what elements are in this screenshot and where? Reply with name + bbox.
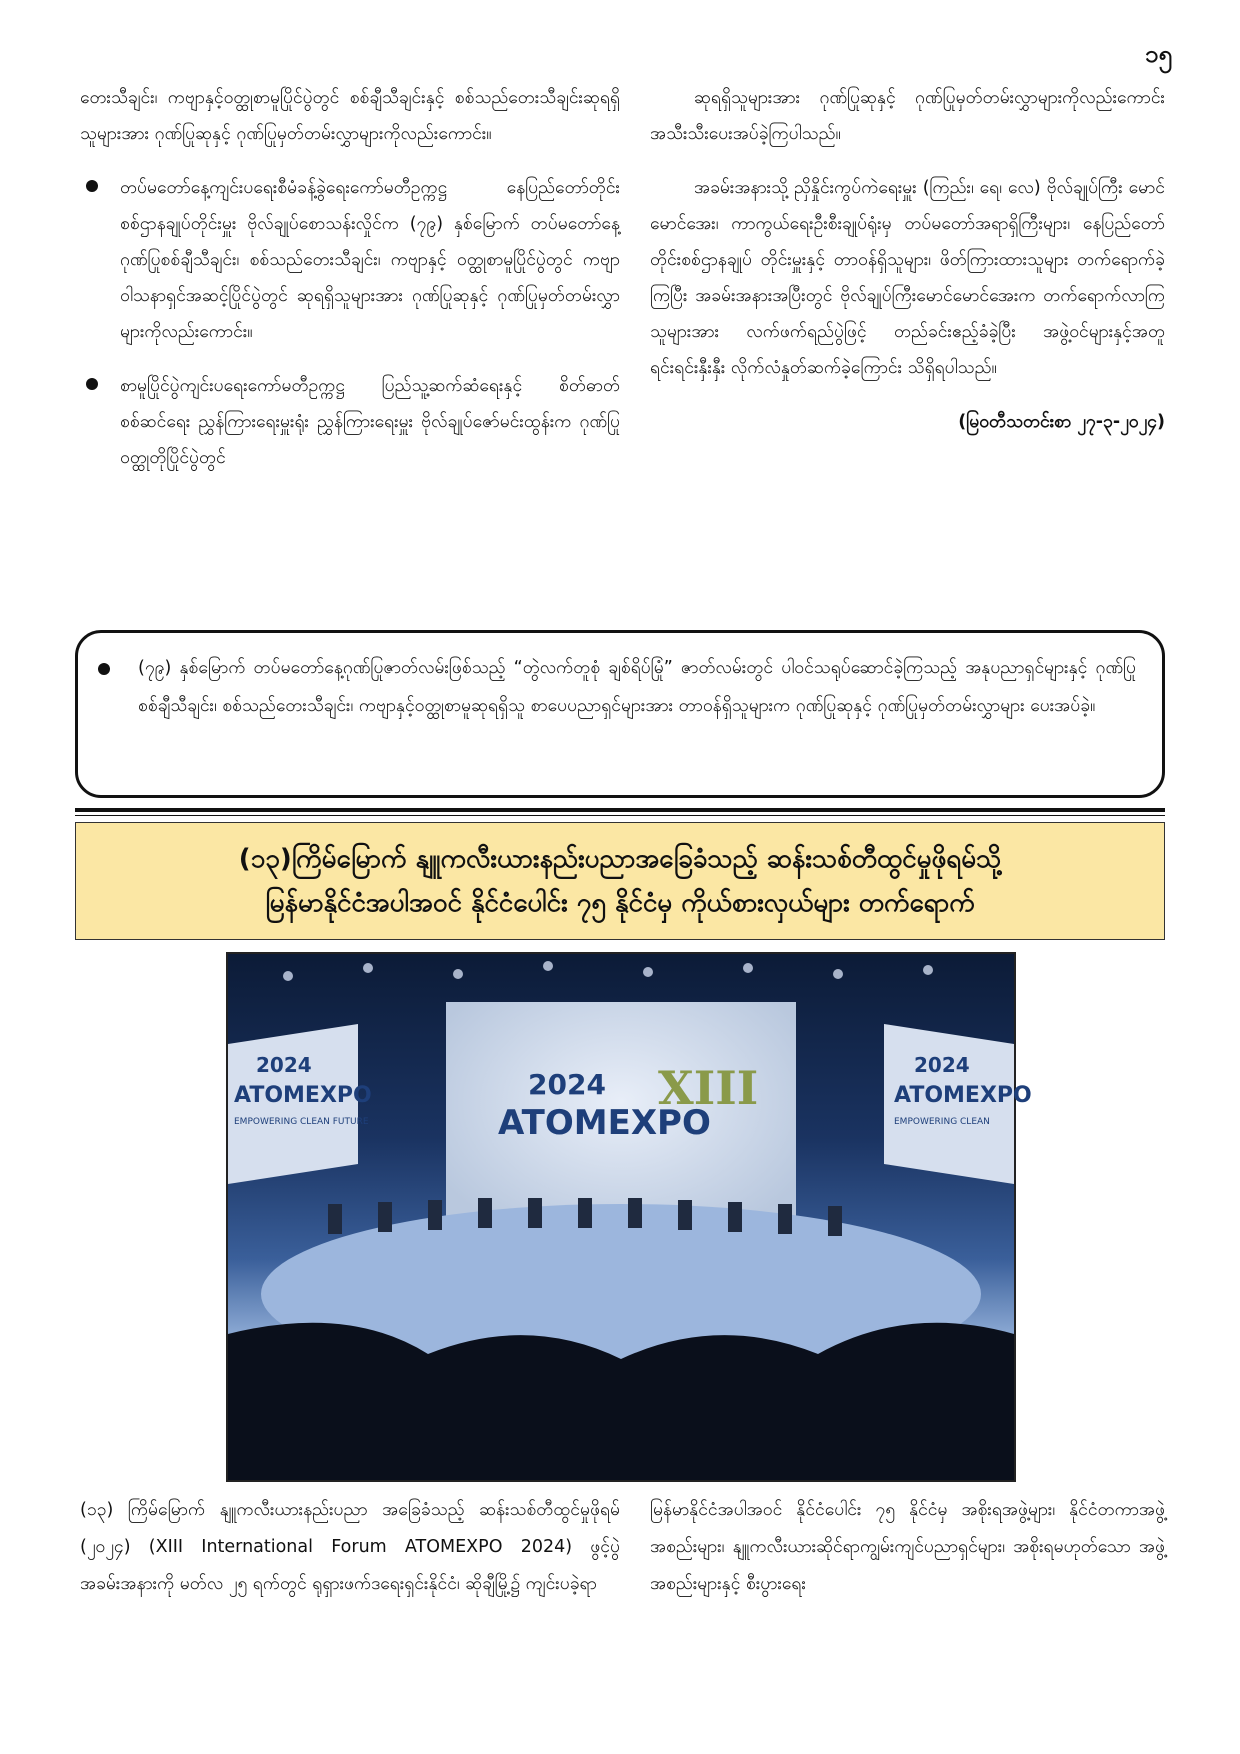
caption-left: (၁၃) ကြိမ်မြောက် နျူကလီးယားနည်းပညာ အခြေခံသည့် ဆန်းသစ်တီထွင်မှုဖိုရမ် (၂၀၂၄) (XIII International Forum ATOMEXPO 2024) ဖွင့်ပွဲအခမ်းအနားကို မတ်လ ၂၅ ရက်တွင် ရုရှားဖက်ဒရေးရှင်းနိုင်ငံ၊ ဆိုချီမြို့၌ ကျင်းပခဲ့ရာ: [80, 1500, 620, 1594]
divider: [75, 808, 1165, 812]
bullet-item: [80, 368, 620, 476]
right-continued-text: ဆုရရှိသူများအား ဂုဏ်ပြုဆုနှင့် ဂုဏ်ပြုမှတ်တမ်းလွှာများကိုလည်းကောင်း အသီးသီးပေးအပ်ခဲ့ကြပါသည်။: [650, 88, 1165, 144]
center-roman-numeral: XIII: [658, 1061, 759, 1115]
bullet-icon: [98, 663, 110, 675]
bullet-text: စာမူပြိုင်ပွဲကျင်းပရေးကော်မတီဥက္ကဋ္ဌ ပြည်သူ့ဆက်ဆံရေးနှင့် စိတ်ဓာတ်စစ်ဆင်ရေး ညွှန်ကြားရေးမှူးရုံး ညွှန်ကြားရေးမှူး ဗိုလ်ချုပ်ဇော်မင်းထွန်းက ဂုဏ်ပြုဝတ္ထုတိုပြိုင်ပွဲတွင်: [120, 376, 620, 468]
headline-line-1: (၁၃)ကြိမ်မြောက် နျူကလီးယားနည်းပညာအခြေခံသည့် ဆန်းသစ်တီထွင်မှုဖိုရမ်သို့: [238, 844, 1002, 874]
right-screen-tagline: EMPOWERING CLEAN: [894, 1117, 990, 1127]
page-number: ၁၅: [1145, 40, 1172, 68]
bullet-icon: [86, 180, 98, 192]
center-screen-brand: ATOMEXPO: [498, 1103, 711, 1143]
divider: [75, 815, 1165, 816]
event-photo-illustration: [228, 954, 1032, 1480]
headline-line-2: မြန်မာနိုင်ငံအပါအဝင် နိုင်ငံပေါင်း ၇၅ နိုင်ငံမှ ကိုယ်စားလှယ်များ တက်ရောက်: [265, 888, 975, 918]
right-screen-brand: ATOMEXPO: [894, 1083, 1032, 1108]
bullet-icon: [86, 378, 98, 390]
event-photo: [226, 952, 1032, 1482]
center-screen-year: 2024: [528, 1068, 606, 1101]
caption-right: မြန်မာနိုင်ငံအပါအဝင် နိုင်ငံပေါင်း ၇၅ နိုင်ငံမှ အစိုးရအဖွဲ့များ၊ နိုင်ငံတကာအဖွဲ့အစည်းများ၊ နျူကလီးယားဆိုင်ရာကျွမ်းကျင်ပညာရှင်များ၊ အစိုးရမဟုတ်သော အဖွဲ့အစည်းများနှင့် စီးပွားရေး: [650, 1500, 1165, 1594]
boxed-note-text: (၇၉) နှစ်မြောက် တပ်မတော်နေ့ဂုဏ်ပြုဇာတ်လမ်းဖြစ်သည့် “တွဲလက်တူစုံ ချစ်ရိပ်မြုံ” ဇာတ်လမ်းတွင် ပါဝင်သရုပ်ဆောင်ခဲ့ကြသည့် အနုပညာရှင်များနှင့် ဂုဏ်ပြုစစ်ချီသီချင်း၊ စစ်သည်တေးသီချင်း၊ ကဗျာနှင့်ဝတ္ထုစာမူဆုရရှိသူ စာပေပညာရှင်များအား တာဝန်ရှိသူများက ဂုဏ်ပြုဆုနှင့် ဂုဏ်ပြုမှတ်တမ်းလွှာများ ပေးအပ်ခဲ့။: [138, 658, 1136, 716]
news-source: (မြဝတီသတင်းစာ ၂၇-၃-၂၀၂၄): [958, 412, 1165, 432]
left-continued-text: တေးသီချင်း၊ ကဗျာနှင့်ဝတ္ထုစာမူပြိုင်ပွဲတွင် စစ်ချီသီချင်းနှင့် စစ်သည်တေးသီချင်းဆုရရှိသူများအား ဂုဏ်ပြုဆုနှင့် ဂုဏ်ပြုမှတ်တမ်းလွှာများကိုလည်းကောင်း။: [80, 88, 620, 144]
right-column: [650, 80, 1165, 440]
left-screen-brand: ATOMEXPO: [234, 1083, 372, 1108]
left-column: [80, 80, 620, 494]
left-screen-year: 2024: [256, 1053, 312, 1077]
ceiling-lights: [283, 961, 933, 981]
right-screen-year: 2024: [914, 1053, 970, 1077]
boxed-note: [75, 630, 1165, 798]
bullet-item: [80, 170, 620, 350]
bullet-text: တပ်မတော်နေ့ကျင်းပရေးစီမံခန့်ခွဲရေးကော်မတီဥက္ကဋ္ဌ နေပြည်တော်တိုင်း စစ်ဌာနချုပ်တိုင်းမှူး ဗိုလ်ချုပ်စောသန်းလှိုင်က (၇၉) နှစ်မြောက် တပ်မတော်နေ့ ဂုဏ်ပြုစစ်ချီသီချင်း၊ စစ်သည်တေးသီချင်း၊ ကဗျာနှင့် ဝတ္ထုစာမူပြိုင်ပွဲတွင် ကဗျာဝါသနာရှင်အဆင့်ပြိုင်ပွဲတွင် ဆုရရှိသူများအား ဂုဏ်ပြုဆုနှင့် ဂုဏ်ပြုမှတ်တမ်းလွှာများကိုလည်းကောင်း။: [120, 178, 620, 342]
right-paragraph: အခမ်းအနားသို့ ညှိနှိုင်းကွပ်ကဲရေးမှူး (ကြည်း၊ ရေ၊ လေ) ဗိုလ်ချုပ်ကြီး မောင်မောင်အေး၊ ကာကွယ်ရေးဦးစီးချုပ်ရုံးမှ တပ်မတော်အရာရှိကြီးများ၊ နေပြည်တော်တိုင်းစစ်ဌာနချုပ် တိုင်းမှူးနှင့် တာဝန်ရှိသူများ၊ ဖိတ်ကြားထားသူများ တက်ရောက်ခဲ့ကြပြီး အခမ်းအနားအပြီးတွင် ဗိုလ်ချုပ်ကြီးမောင်မောင်အေးက တက်ရောက်လာကြသူများအား လက်ဖက်ရည်ပွဲဖြင့် တည်ခင်းဧည့်ခံခဲ့ပြီး အဖွဲ့ဝင်များနှင့်အတူ ရင်းရင်းနှီးနှီး လိုက်လံနှုတ်ဆက်ခဲ့ကြောင်း သိရှိရပါသည်။: [650, 178, 1165, 378]
left-screen-tagline: EMPOWERING CLEAN FUTURE: [234, 1117, 369, 1127]
article-headline: [75, 822, 1165, 940]
